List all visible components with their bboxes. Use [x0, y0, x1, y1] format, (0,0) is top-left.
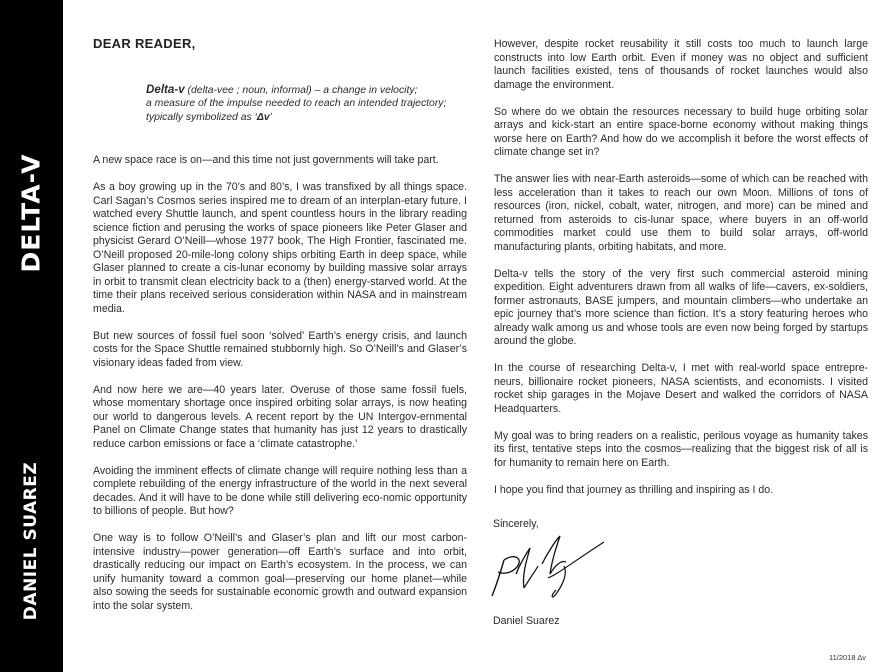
right-paragraph-2: So where do we obtain the resources necessary to build huge orbiting solar arrays and kick-start an entire space-borne economy without making things worse here on Earth? And how do we accomplish it before the worst effects of climate change set in?	[494, 105, 868, 158]
left-paragraph-4: And now here we are—40 years later. Overuse of those same fossil fuels, whose momentary shortage once inspired orbiting solar arrays, is now heating our world to dangerous levels. A recent report by the UN Intergov-ernmental Panel on Climate Change states that humanity has just 12 years to drastically reduce carbon emissions or face a ‘climate catastrophe.’	[93, 383, 467, 450]
left-paragraph-3: But new sources of fossil fuel soon ‘solved’ Earth’s energy crisis, and launch costs for the Space Shuttle remained stubbornly high. So O’Neill’s and Glaser’s visionary ideas faded from view.	[93, 329, 467, 369]
right-paragraph-6: My goal was to bring readers on a realistic, perilous voyage as humanity takes its first, tentative steps into the cosmos—realizing that the biggest risk of all is for humanity to remain here on Earth.	[494, 429, 868, 469]
right-paragraph-7: I hope you find that journey as thrilling and inspiring as I do.	[494, 483, 774, 496]
delta-v-symbol: Δv	[256, 111, 270, 123]
right-paragraph-1: However, despite rocket reusability it still costs too much to launch large constructs into low Earth orbit. Even if money was no object and sufficient launch facilities existed, tens of thousands of rocket launches would also damage the environment.	[494, 38, 868, 91]
definition-line-3-suffix: ’	[269, 111, 272, 123]
handwritten-signature	[486, 534, 610, 604]
definition-pronunciation: (delta-vee ; noun, informal) – a change in velocity;	[184, 84, 418, 96]
definition-line-3-prefix: typically symbolized as ‘	[146, 111, 257, 123]
letter-salutation: DEAR READER,	[93, 36, 196, 51]
right-paragraph-3: The answer lies with near-Earth asteroids—some of which can be reached with less acceleration than it takes to reach our own Moon. Millions of tons of resources (iron, nickel, cobalt, water, nitrogen, and more) can be mined and returned from asteroids to cis-lunar space, where buyers in an off-world commodities market could use them to build solar arrays, off-world manufacturing plants, orbiting habitats, and more.	[494, 173, 868, 253]
left-paragraph-1: A new space race is on—and this time not just governments will take part.	[93, 154, 439, 166]
footer-print-code: 11/2018 Δv	[829, 653, 866, 662]
right-paragraph-4: Delta-v tells the story of the very first such commercial asteroid mining expedition. Eight adventurers drawn from all walks of life—cavers, ex-soldiers, former astronauts, BASE jumpers, and mountain climbers—who undertake an epic journey that’s more science than fiction. It’s a story featuring heroes who already walk among us and whose tools are even now being forged by startups around the globe.	[494, 267, 868, 347]
definition-term: Delta-v	[146, 82, 185, 96]
spine-book-title: DELTA-V	[16, 153, 46, 273]
definition-line-2: a measure of the impulse needed to reach an intended trajectory;	[146, 98, 447, 109]
right-paragraph-5: In the course of researching Delta-v, I met with real-world space entrepre-neurs, billionaire rocket pioneers, NASA scientists, and economists. I visited rocket ship garages in the Mojave Desert and walked the corridors of NASA Headquarters.	[494, 362, 868, 415]
letter-left-column	[93, 37, 467, 627]
spine-author-name: DANIEL SUAREZ	[21, 461, 41, 621]
letter-right-column	[494, 38, 868, 511]
left-paragraph-6: One way is to follow O’Neill’s and Glaser’s plan and lift our most carbon-intensive industry—power generation—off Earth’s surface and into orbit, drastically reducing our impact on Earth’s ecosystem. In the process, we can unify humanity toward a common goal—preserving our home planet—while also sowing the seeds for sustainable economic growth and outward expansion into the solar system.	[93, 532, 467, 612]
delta-v-definition	[146, 83, 456, 125]
signer-name: Daniel Suarez	[493, 615, 560, 627]
letter-closing: Sincerely,	[493, 518, 539, 530]
left-paragraph-2: As a boy growing up in the 70’s and 80’s, I was transfixed by all things space. Carl Sagan’s Cosmos series inspired me to dream of an interplan-etary future. I watched every Shuttle launch, and spent countless hours in the library reading science fiction and perusing the works of space pioneers like Peter Glaser and physicist Gerard O’Neill—whose 1977 book, The High Frontier, fascinated me. O’Neill proposed 20-mile-long colony ships orbiting Earth in deep space, while Glaser planned to create a cis-lunar economy by building massive solar arrays in orbit to transmit clean electricity back to a (then) energy-starved world. At the time their plans received serious consideration within NASA and in mainstream media.	[93, 181, 467, 315]
left-paragraph-5: Avoiding the imminent effects of climate change will require nothing less than a complete rebuilding of the energy infrastructure of the world in the next several decades. And it will have to be done while still delivering eco-nomic opportunity to billions of people. But how?	[93, 464, 467, 517]
book-spine-band	[0, 0, 63, 672]
